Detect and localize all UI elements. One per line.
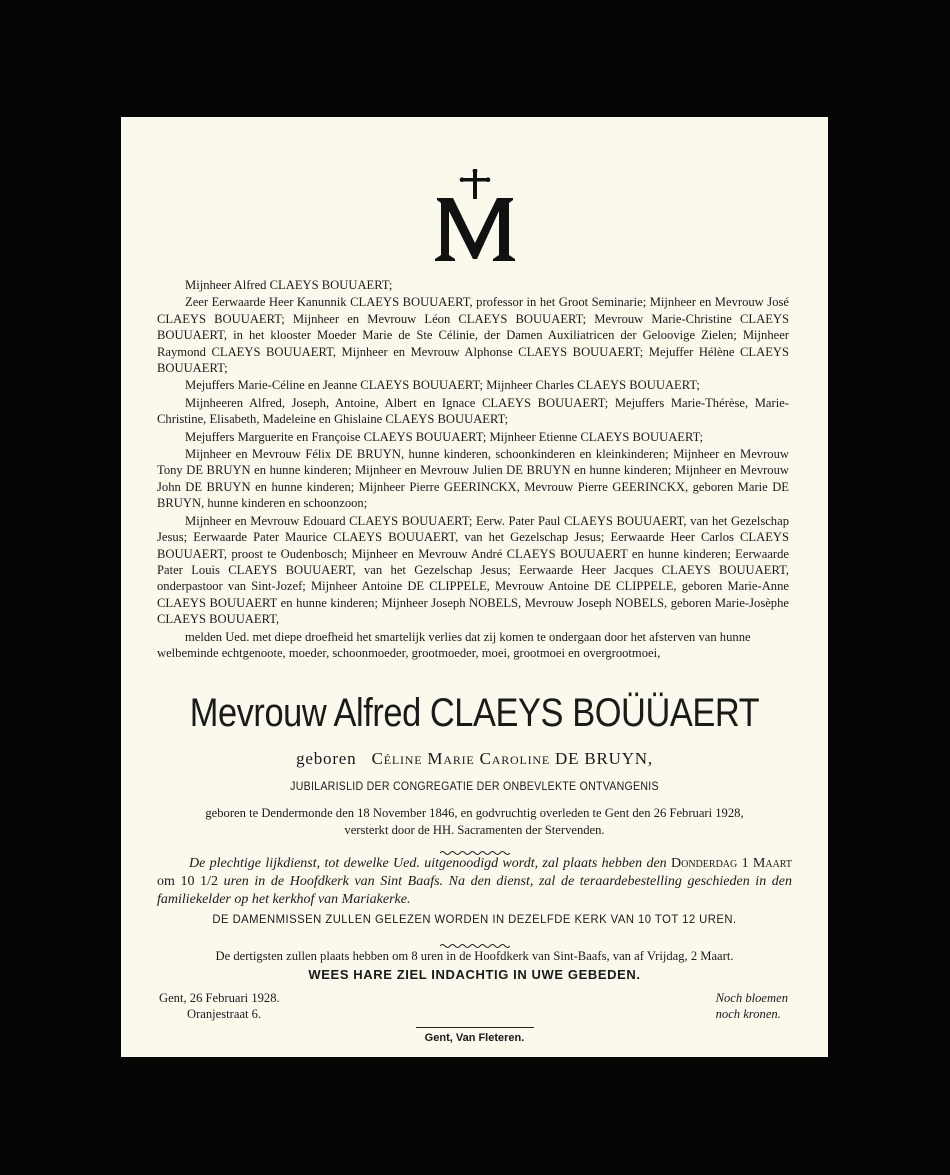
place-and-date xyxy=(159,990,280,1022)
dates-line-1: geboren te Dendermonde den 18 November 1846, en godvruchtig overleden te Gent den 26 Februari 1928, xyxy=(205,806,744,820)
service-time: 10 1/2 xyxy=(180,874,219,889)
family-entry: Zeer Eerwaarde Heer Kanunnik CLAEYS BOUUAERT, professor in het Groot Seminarie; Mijnheer en Mevrouw José CLAEYS BOUUAERT; Mijnheer en Mevrouw Léon CLAEYS BOUUAERT; Mevrouw Marie-Christine CLAEYS BOUUAERT, in het klooster Moeder Marie de Ste Célinie, der Damen Auxiliatricen der Geloovige Zielen; Mijnheer Raymond CLAEYS BOUUAERT, Mijnheer en Mevrouw Alphonse CLAEYS BOUUAERT; Mejuffer Hélène CLAEYS BOUUAERT; xyxy=(157,295,789,376)
family-entry: Mijnheer en Mevrouw Edouard CLAEYS BOUUAERT; Eerw. Pater Paul CLAEYS BOUUAERT, van het Gezelschap Jesus; Eerwaarde Pater Maurice CLAEYS BOUUAERT, van het Gezelschap Jesus; Eerwaarde Heer Carlos CLAEYS BOUUAERT, proost te Oudenbosch; Mijnheer en Mevrouw André CLAEYS BOUUAERT en hunne kinderen; Eerwaarde Pater Louis CLAEYS BOUUAERT, van het Gezelschap Jesus; Eerwaarde Heer Jacques CLAEYS BOUUAERT, onderpastoor van Sint-Jozef; Mijnheer Antoine DE CLIPPELE, Mevrouw Antoine DE CLIPPELE, geboren Marie-Anne CLAEYS BOUUAERT en hunne kinderen; Mijnheer Joseph NOBELS, Mevrouw Joseph NOBELS, geboren Marie-Josèphe CLAEYS BOUUAERT, xyxy=(157,513,789,627)
mourning-card xyxy=(121,117,828,1057)
service-part-2: uren in de Hoofdkerk van Sint Baafs. Na den dienst, zal de teraardebestelling geschieden in den familiekelder op het kerkhof van Mariakerke. xyxy=(157,874,793,907)
printer-rule xyxy=(416,1027,534,1028)
thirtieth-masses: De dertigsten zullen plaats hebben om 8 uren in de Hoofdkerk van Sint-Baafs, van af Vrijdag, 2 Maart. xyxy=(215,949,734,963)
printer-imprint xyxy=(121,1027,828,1044)
marian-monogram xyxy=(121,169,828,268)
family-entry: Mijnheer en Mevrouw Félix DE BRUYN, hunne kinderen, schoonkinderen en kleinkinderen; Mijnheer en Mevrouw Tony DE BRUYN en hunne kinderen; Mijnheer en Mevrouw Julien DE BRUYN en hunne kinderen; Mijnheer en Mevrouw John DE BRUYN en hunne kinderen; Mijnheer Pierre GEERINCKX, Mevrouw Pierre GEERINCKX, geboren Marie DE BRUYN, hunne kinderen en schoonzoon; xyxy=(157,447,789,511)
maiden-name: Céline Marie Caroline DE BRUYN, xyxy=(371,749,653,768)
born-prefix: geboren xyxy=(296,749,357,768)
address: Oranjestraat 6. xyxy=(187,1007,262,1021)
no-flowers-2: noch kronen. xyxy=(715,1007,781,1021)
congregation-line: JUBILARISLID DER CONGREGATIE DER ONBEVLEKTE ONTVANGENIS xyxy=(290,781,659,793)
service-part-1: De plechtige lijkdienst, tot dewelke Ued. uitgenoodigd wordt, zal plaats hebben den xyxy=(189,856,667,871)
family-entry: Mejuffers Marie-Céline en Jeanne CLAEYS BOUUAERT; Mijnheer Charles CLAEYS BOUUAERT; xyxy=(185,378,700,393)
funeral-service-text xyxy=(157,855,792,909)
cross-icon xyxy=(427,169,523,263)
place-date: Gent, 26 Februari 1928. xyxy=(159,991,280,1005)
printer-name: Gent, Van Fleteren. xyxy=(424,1032,525,1044)
family-entry: Mijnheeren Alfred, Joseph, Antoine, Albert en Ignace CLAEYS BOUUAERT; Mejuffers Marie-Thérèse, Marie-Christine, Elisabeth, Madeleine en Ghislaine CLAEYS BOUUAERT; xyxy=(157,395,789,427)
maiden-name-line xyxy=(121,749,828,769)
dates-line-2: versterkt door de HH. Sacramenten der Stervenden. xyxy=(344,823,605,837)
family-list xyxy=(157,277,789,662)
masses-line: DE DAMENMISSEN ZULLEN GELEZEN WORDEN IN DEZELFDE KERK VAN 10 TOT 12 UREN. xyxy=(212,912,737,926)
family-entry: Mijnheer Alfred CLAEYS BOUUAERT; xyxy=(185,278,393,292)
no-flowers-1: Noch bloemen xyxy=(715,991,788,1005)
service-day: Donderdag 1 Maart xyxy=(671,856,792,871)
prayer-request: WEES HARE ZIEL INDACHTIG IN UWE GEBEDEN. xyxy=(308,967,641,982)
deceased-name: Mevrouw Alfred CLAEYS BOÜÜAERT xyxy=(189,691,760,735)
life-dates xyxy=(151,805,798,839)
announcement-text: melden Ued. met diepe droefheid het smartelijk verlies dat zij komen te ondergaan door het afsterven van hunne welbeminde echtgenoote, moeder, schoonmoeder, grootmoeder, moei, grootmoei en overgrootmoei, xyxy=(157,629,751,660)
family-entry: Mejuffers Marguerite en Françoise CLAEYS BOUUAERT; Mijnheer Etienne CLAEYS BOUUAERT; xyxy=(185,429,704,444)
service-om: om xyxy=(157,874,175,889)
no-flowers-note xyxy=(716,990,788,1022)
